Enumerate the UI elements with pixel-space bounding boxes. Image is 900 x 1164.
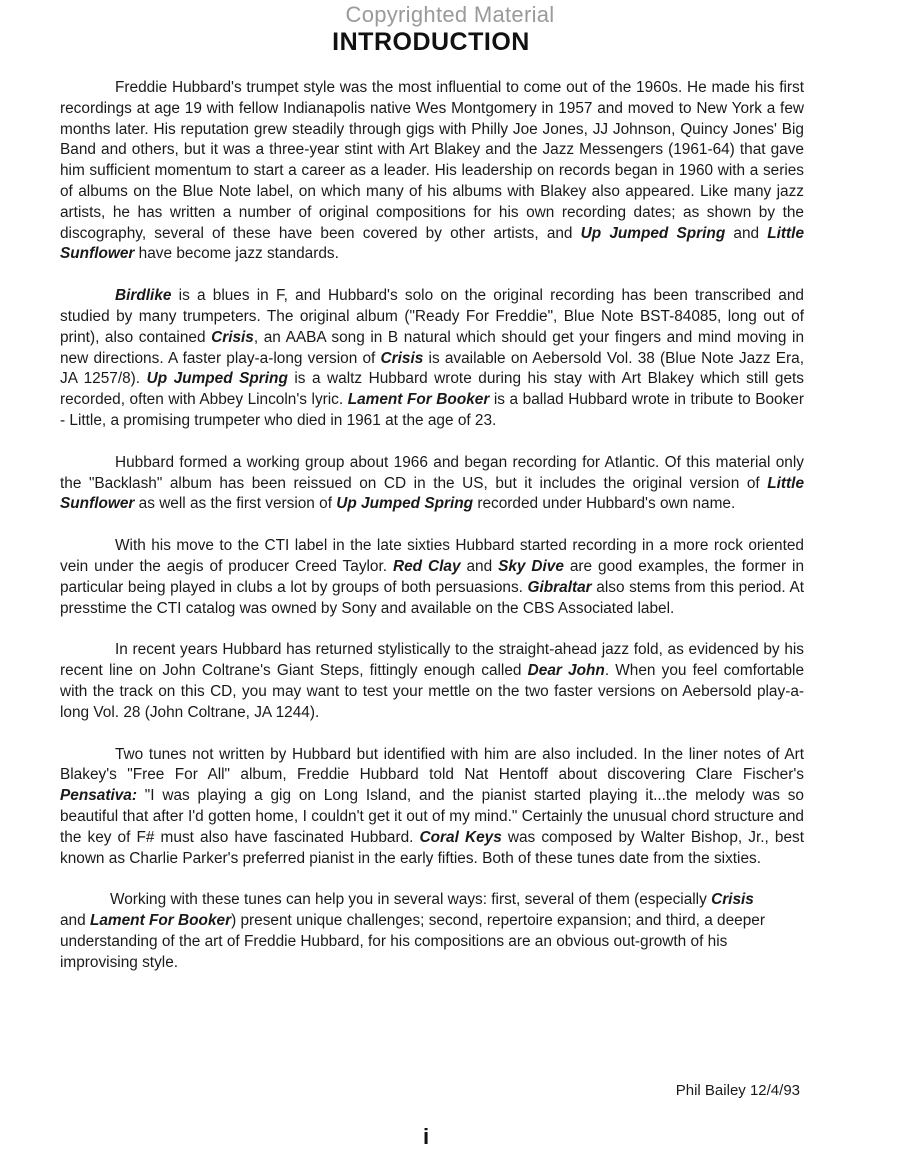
author-signature: Phil Bailey 12/4/93 (675, 1082, 800, 1099)
tune-title: Crisis (380, 349, 424, 367)
paragraph (60, 536, 804, 619)
tune-title: Birdlike (115, 287, 172, 305)
tune-title: Red Clay (392, 557, 461, 575)
body-text-run: is a waltz Hubbard wrote during his stay with Art Blakey which still gets recorded, often with Abbey Lincoln's lyric. (60, 370, 805, 409)
tune-title: Sky Dive (498, 557, 564, 575)
tune-title: Crisis (211, 328, 254, 346)
tune-title: Up Jumped Spring (580, 224, 726, 242)
body-text-run: is a blues in F, and Hubbard's solo on the original recording has been transcribed and studied by many trumpeters. The original album ("Ready For Freddie", Blue Note BST-84085, long out of print), also contained (60, 287, 804, 346)
body-text-run: is available on Aebersold Vol. 38 (Blue Note Jazz Era, JA 1257/8). (60, 349, 804, 388)
tune-title: Up Jumped Spring (146, 370, 288, 388)
tune-title: Gibraltar (527, 578, 592, 596)
body-text-run: Working with these tunes can help you in several ways: first, several of them (especially (110, 891, 712, 909)
paragraph (60, 453, 804, 515)
body-text-run: Freddie Hubbard's trumpet style was the most influential to come out of the 1960s. He made his first recordings at age 19 with fellow Indianapolis native Wes Montgomery in 1957 and moved to New York a few months later. His reputation grew steadily through gigs with Philly Joe Jones, JJ Johnson, Quincy Jones' Big Band and others, but it was a three-year stint with Art Blakey and the Jazz Messengers (1961-64) that gave him sufficient momentum to start a career as a leader. His leadership on records began in 1960 with a series of albums on the Blue Note label, on which many of his albums with Blakey also appeared. Like many jazz artists, he has written a number of original compositions for his own recording dates; as shown by the discography, several of these have been covered by other artists, and (60, 79, 804, 242)
tune-title: Up Jumped Spring (336, 495, 474, 513)
tune-title: Little Sunflower (60, 224, 804, 263)
paragraph (60, 286, 804, 432)
body-text-run: as well as the first version of (134, 495, 337, 513)
body-text-run: Hubbard formed a working group about 1966 and began recording for Atlantic. Of this material only the "Backlash" album has been reissued on CD in the US, but it includes the original version of (60, 453, 804, 492)
body-text-run: With his move to the CTI label in the late sixties Hubbard started recording in a more rock oriented vein under the aegis of producer Creed Taylor. (60, 537, 804, 575)
paragraph (60, 745, 804, 870)
body-text-run: Two tunes not written by Hubbard but identified with him are also included. In the liner notes of Art Blakey's "Free For All" album, Freddie Hubbard told Nat Hentoff about discovering Clare Fischer's (60, 745, 804, 784)
paragraph (60, 640, 804, 723)
body-text-run: is a ballad Hubbard wrote in tribute to Booker - Little, a promising trumpeter who died in 1961 at the age of 23. (60, 391, 804, 429)
body-text-run: and (725, 224, 768, 242)
paragraph (60, 78, 804, 265)
tune-title: Little Sunflower (60, 474, 804, 513)
tune-title: Pensativa: (60, 787, 137, 805)
body-text-run: ) present unique challenges; second, repertoire expansion; and third, a deeper understanding of the art of Freddie Hubbard, for his compositions are an obvious out-growth of his improvising style. (60, 912, 765, 971)
body-text-run: "I was playing a gig on Long Island, and the pianist started playing it...the melody was so beautiful that after I'd gotten home, I couldn't get it out of my mind." Certainly the unusual chord structure and the key of F# must also have fascinated Hubbard. (60, 787, 804, 846)
introduction-body (60, 78, 804, 973)
tune-title: Dear John (527, 662, 605, 680)
page-title: INTRODUCTION (332, 28, 530, 56)
body-text-run: and (460, 557, 499, 575)
body-text-run: In recent years Hubbard has returned stylistically to the straight-ahead jazz fold, as evidenced by his recent line on John Coltrane's Giant Steps, fittingly enough called (60, 641, 804, 680)
body-text-run: , an AABA song in B natural which should get your fingers and mind moving in new directions. A faster play-a-long version of (60, 328, 804, 367)
body-text-run: recorded under Hubbard's own name. (473, 495, 736, 513)
tune-title: Crisis (711, 891, 754, 909)
body-text-run: are good examples, the former in particular being played in clubs a lot by groups of both persuasions. (60, 557, 805, 596)
body-text-run: have become jazz standards. (134, 245, 339, 263)
tune-title: Lament For Booker (89, 912, 232, 930)
paragraph (60, 890, 780, 973)
copyright-watermark: Copyrighted Material (345, 2, 555, 27)
body-text-run: and (60, 912, 90, 930)
body-text-run: also stems from this period. At presstime the CTI catalog was owned by Sony and available on the CBS Associated label. (60, 578, 804, 617)
tune-title: Coral Keys (419, 828, 502, 846)
page-number: i (422, 1124, 430, 1149)
body-text-run: was composed by Walter Bishop, Jr., best known as Charlie Parker's preferred pianist in the early fifties. Both of these tunes date from the sixties. (60, 828, 804, 867)
body-text-run: . When you feel comfortable with the track on this CD, you may want to test your mettle on the two faster versions on Aebersold play-a-long Vol. 28 (John Coltrane, JA 1244). (60, 662, 805, 721)
tune-title: Lament For Booker (347, 391, 490, 409)
